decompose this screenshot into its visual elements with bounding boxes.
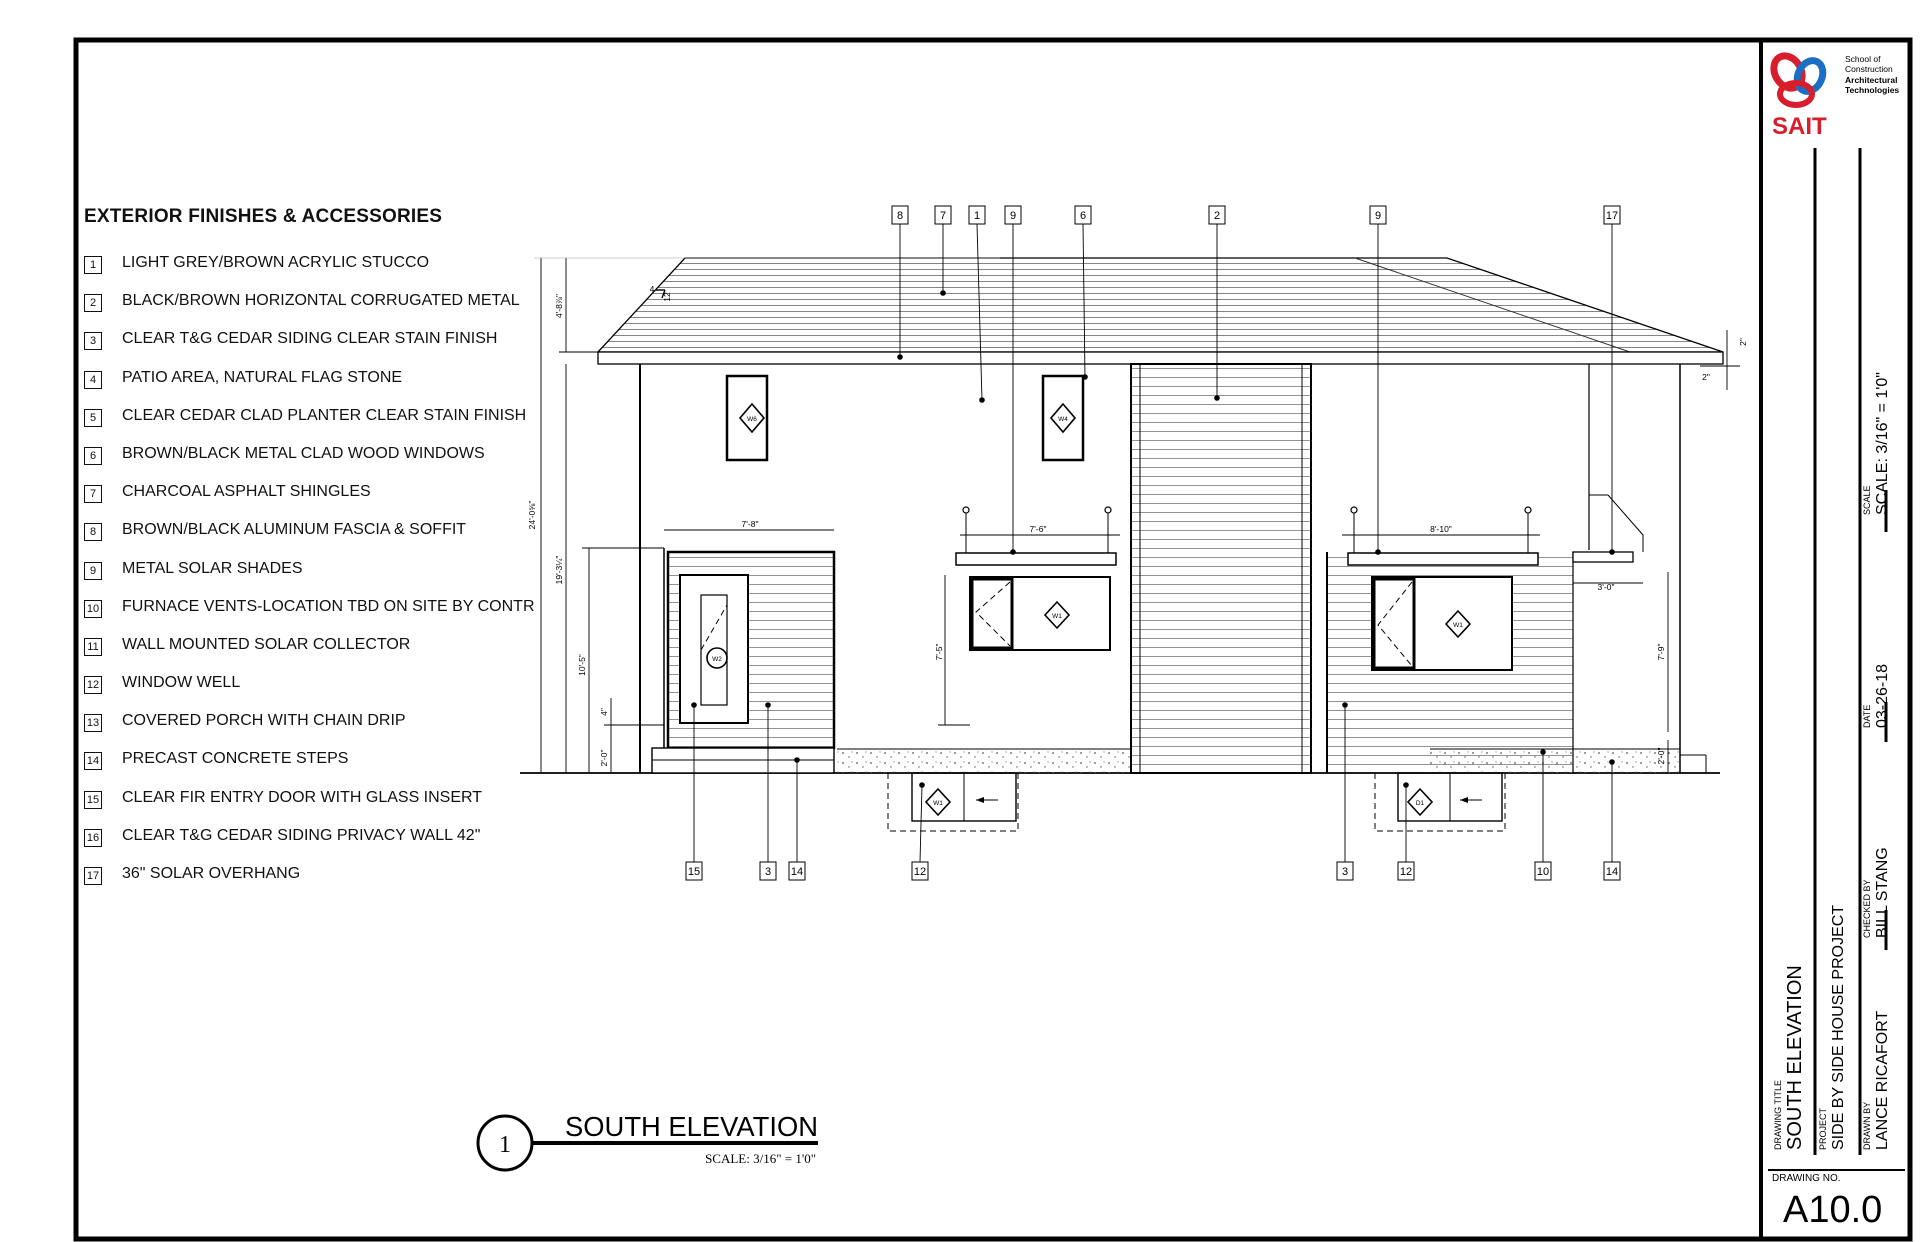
window-tag: W4 [1058, 416, 1068, 423]
legend-item-number: 14 [84, 752, 102, 770]
legend-item-text: LIGHT GREY/BROWN ACRYLIC STUCCO [122, 254, 430, 271]
callout-number: 15 [687, 866, 701, 878]
legend-item-number: 8 [84, 523, 102, 541]
legend-item-text: 36" SOLAR OVERHANG [122, 865, 301, 882]
legend-item-text: CLEAR CEDAR CLAD PLANTER CLEAR STAIN FINISH [122, 406, 527, 424]
dimension-text: 2" [1738, 338, 1748, 346]
window-tag: W6 [747, 416, 757, 423]
legend-item-text: BROWN/BLACK METAL CLAD WOOD WINDOWS [122, 444, 485, 462]
drawn-by-label: DRAWN BY [1862, 1101, 1872, 1150]
legend-item-number: 4 [84, 371, 102, 389]
date-label: DATE [1862, 704, 1872, 728]
checked-by-value: BILL STANG [1874, 847, 1891, 938]
callout-number: 17 [1605, 210, 1619, 222]
roof [598, 258, 1723, 352]
legend-item-number: 10 [84, 600, 102, 618]
callout-number: 1 [973, 210, 981, 222]
drawing-no-value: A10.0 [1783, 1189, 1883, 1231]
dimension-text: 2" [1702, 372, 1710, 382]
legend-item-number: 6 [84, 447, 102, 465]
fascia [598, 352, 1723, 364]
callout-number: 3 [764, 866, 772, 878]
legend-item-number: 17 [84, 867, 102, 885]
callout-number: 7 [939, 210, 947, 222]
window-tag: W1 [1453, 622, 1463, 629]
solar-shade-right [1348, 553, 1538, 565]
legend-item-number: 15 [84, 791, 102, 809]
dimension-text: 7'-9" [1656, 643, 1666, 661]
dimension-text: 24'-0⅝" [527, 500, 537, 530]
drawing-title-label: DRAWING TITLE [1773, 1079, 1783, 1150]
solar-shade-left [956, 553, 1116, 565]
legend-item-text: BROWN/BLACK ALUMINUM FASCIA & SOFFIT [122, 521, 467, 539]
callout-number: 6 [1079, 210, 1087, 222]
legend-item-text: BLACK/BROWN HORIZONTAL CORRUGATED METAL [122, 292, 520, 310]
checked-by-label: CHECKED BY [1862, 879, 1872, 938]
project-label: PROJECT [1818, 1107, 1828, 1150]
callout-number: 14 [790, 866, 804, 878]
legend-item-number: 11 [84, 638, 102, 656]
ground-window-left [970, 577, 1110, 650]
project-value: SIDE BY SIDE HOUSE PROJECT [1830, 904, 1847, 1150]
dimension-text: 7'-6" [1029, 524, 1047, 534]
window-well-left [888, 773, 1018, 831]
legend-item-text: WINDOW WELL [122, 674, 241, 692]
window-tag: W1 [1052, 613, 1062, 620]
title-block [1768, 51, 1905, 1231]
legend-item-text: PRECAST CONCRETE STEPS [122, 750, 349, 768]
legend-item-number: 7 [84, 485, 102, 503]
ground-window-right [1372, 577, 1512, 670]
dimension-text: 2'-0" [599, 749, 609, 767]
drawing-title-value: SOUTH ELEVATION [1784, 965, 1806, 1150]
dimension-text: 8'-10" [1430, 524, 1452, 534]
callout-number: 14 [1605, 866, 1619, 878]
legend-item-text: CLEAR FIR ENTRY DOOR WITH GLASS INSERT [122, 788, 483, 806]
scale-value: SCALE: 3/16" = 1'0" [1874, 372, 1891, 515]
logo-text: SAIT [1772, 113, 1827, 140]
callout-number: 10 [1536, 866, 1550, 878]
callout-number: 9 [1374, 210, 1382, 222]
callout-number: 2 [1213, 210, 1221, 222]
callout-number: 9 [1009, 210, 1017, 222]
school-line-3: Architectural [1845, 75, 1898, 85]
scale-label: SCALE [1862, 485, 1872, 515]
dimension-text: 4 [649, 284, 655, 294]
dimension-text: 7'-5" [934, 643, 944, 661]
sait-logo-icon [1768, 51, 1827, 140]
date-value: 03-26-18 [1874, 663, 1891, 728]
dimension-text: 4" [599, 708, 609, 716]
legend-item-text: FURNACE VENTS-LOCATION TBD ON SITE BY CONTR [122, 597, 535, 615]
callout-number: 12 [1399, 866, 1413, 878]
legend-item-text: COVERED PORCH WITH CHAIN DRIP [122, 712, 406, 730]
view-title-block [478, 1111, 818, 1170]
dimension-text: 4'-8⅞" [554, 293, 564, 319]
legend-item-number: 2 [84, 294, 102, 312]
legend-item-text: PATIO AREA, NATURAL FLAG STONE [122, 368, 403, 386]
dimension-text: 3'-0" [1597, 582, 1615, 592]
dimension-text: 2'-0" [1656, 747, 1666, 765]
porch-roof-right [1573, 552, 1633, 562]
legend-item-number: 5 [84, 409, 102, 427]
callout-number: 3 [1341, 866, 1349, 878]
callout-number: 12 [913, 866, 927, 878]
dimension-text: 7'-8" [741, 519, 759, 529]
view-scale: SCALE: 3/16" = 1'0" [705, 1151, 816, 1166]
school-line-1: School of [1845, 54, 1881, 64]
view-number: 1 [499, 1132, 511, 1158]
view-title: SOUTH ELEVATION [565, 1111, 818, 1142]
legend-item-text: METAL SOLAR SHADES [122, 559, 303, 577]
legend-title: EXTERIOR FINISHES & ACCESSORIES [84, 206, 443, 227]
window-well-right [1375, 773, 1505, 831]
window-tag: W1 [933, 800, 943, 807]
corrugated-metal-center [1131, 364, 1311, 773]
legend-item-text: CHARCOAL ASPHALT SHINGLES [122, 483, 371, 501]
legend-item-number: 16 [84, 829, 102, 847]
dimension-text: 10'-5" [577, 654, 587, 676]
legend-item-text: CLEAR T&G CEDAR SIDING CLEAR STAIN FINISH [122, 330, 498, 348]
school-line-2: Construction [1845, 64, 1893, 74]
south-elevation-drawing [520, 258, 1740, 831]
callout-number: 8 [896, 210, 904, 222]
legend-item-text: WALL MOUNTED SOLAR COLLECTOR [122, 635, 411, 653]
legend-item-number: 13 [84, 714, 102, 732]
legend-item-number: 12 [84, 676, 102, 694]
window-tag: D1 [1415, 800, 1425, 807]
drawn-by-value: LANCE RICAFORT [1874, 1010, 1891, 1150]
school-line-4: Technologies [1845, 85, 1900, 95]
window-tag: W2 [712, 656, 722, 663]
dimension-text: 19'-3¼" [554, 555, 564, 585]
drawing-no-label: DRAWING NO. [1772, 1173, 1841, 1184]
legend-item-text: CLEAR T&G CEDAR SIDING PRIVACY WALL 42" [122, 826, 481, 844]
dimension-text: 12 [662, 292, 672, 302]
legend-item-number: 9 [84, 562, 102, 580]
legend-item-number: 1 [84, 256, 102, 274]
legend-item-number: 3 [84, 332, 102, 350]
